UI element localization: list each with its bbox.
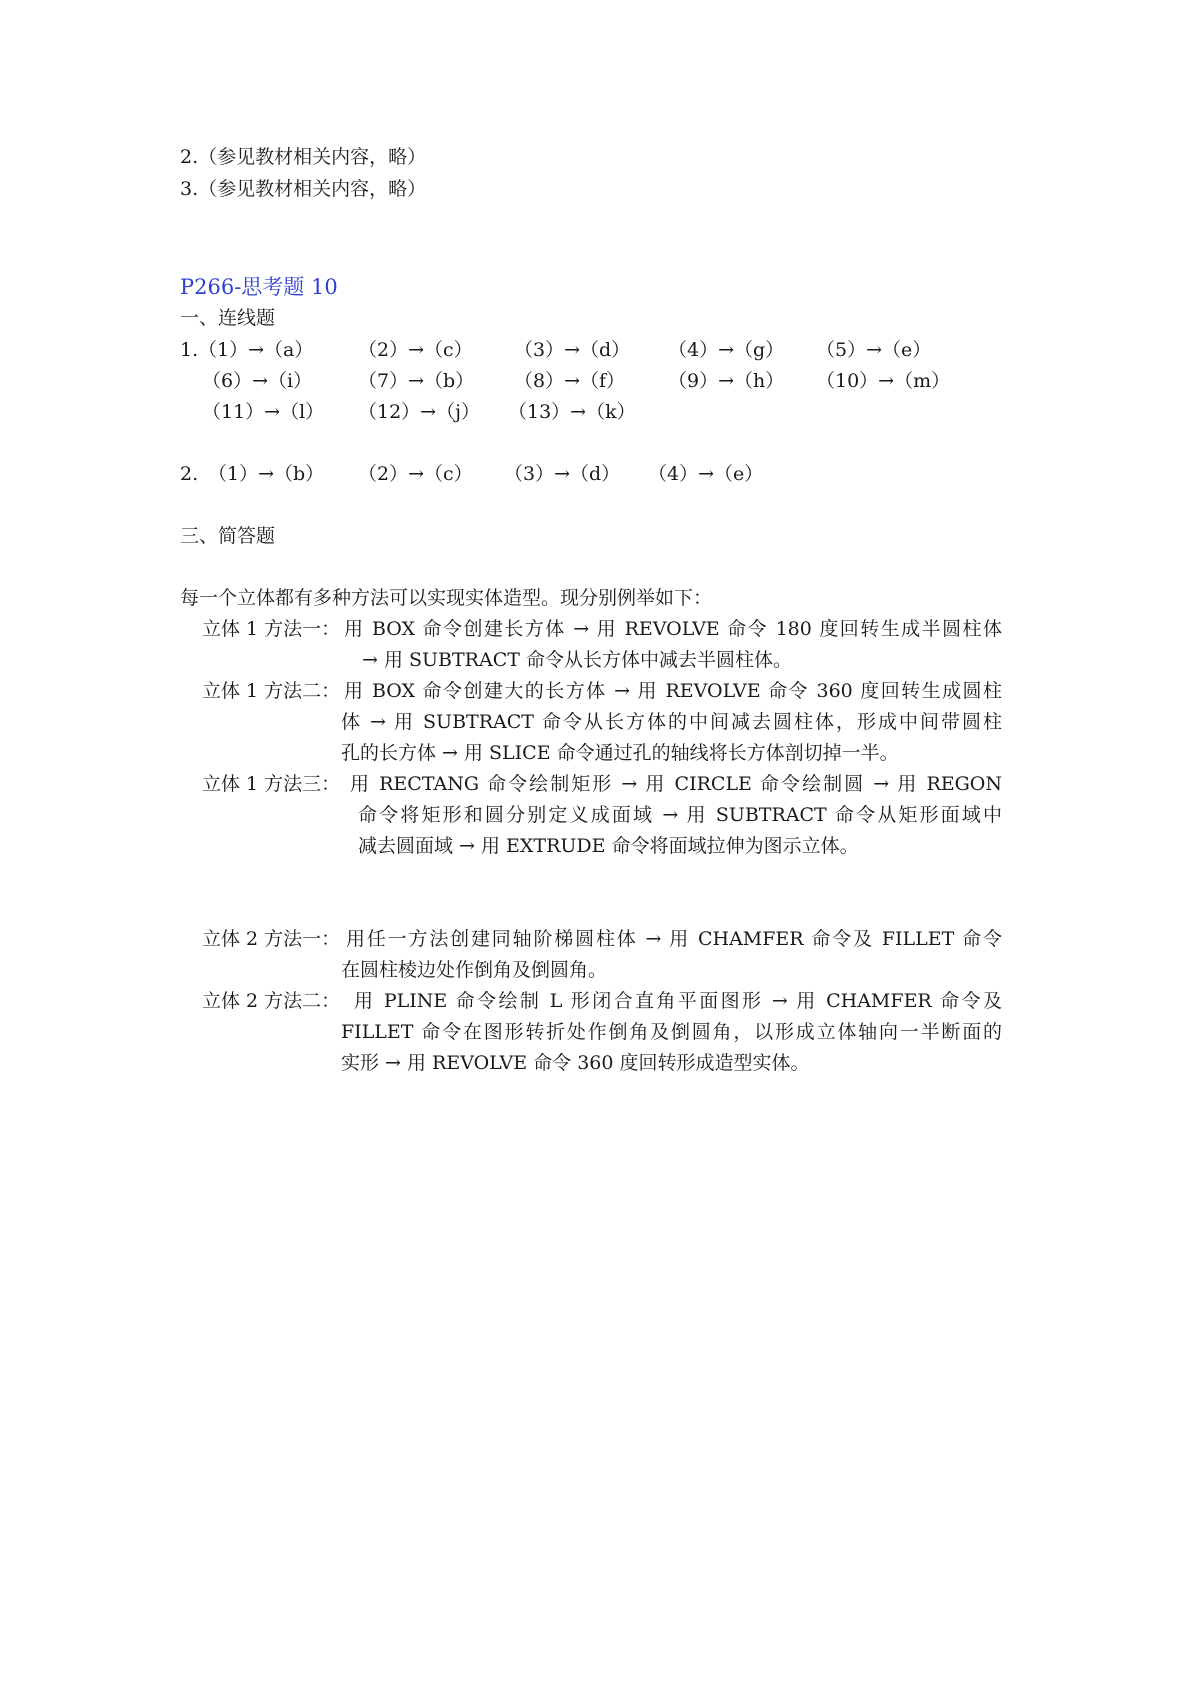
method-text-line: 实形 → 用 REVOLVE 命令 360 度回转形成造型实体。 — [341, 1052, 810, 1074]
method-text-line: 用 BOX 命令创建大的长方体 → 用 REVOLVE 命令 360 度回转生成圆柱 — [344, 680, 1002, 702]
method-text-line: 孔的长方体 → 用 SLICE 命令通过孔的轴线将长方体剖切掉一半。 — [341, 742, 899, 764]
method-text-line: 用 BOX 命令创建长方体 → 用 REVOLVE 命令 180 度回转生成半圆柱体 — [344, 618, 1002, 640]
method-text-line: 用任一方法创建同轴阶梯圆柱体 → 用 CHAMFER 命令及 FILLET 命令 — [346, 928, 1002, 950]
method-text-line: FILLET 命令在图形转折处作倒角及倒圆角，以形成立体轴向一半断面的 — [341, 1021, 1002, 1043]
match-cell: （8）→（f） — [514, 370, 626, 392]
match-cell: （3）→（d） — [504, 463, 621, 485]
match-cell: （3）→（d） — [514, 339, 631, 361]
method-label: 立体 1 方法二： — [202, 680, 341, 702]
match-cell: （5）→（e） — [816, 339, 932, 361]
method-label: 立体 1 方法一： — [202, 618, 341, 640]
method-label: 立体 1 方法三： — [202, 773, 341, 795]
q1-label: 1. — [180, 339, 199, 361]
match-cell: （9）→（h） — [668, 370, 785, 392]
match-cell: （4）→（g） — [668, 339, 785, 361]
method-text-line: 减去圆面域 → 用 EXTRUDE 命令将面域拉伸为图示立体。 — [358, 835, 859, 857]
method-text-line: 体 → 用 SUBTRACT 命令从长方体的中间减去圆柱体，形成中间带圆柱 — [341, 711, 1002, 733]
method-text-line: 在圆柱棱边处作倒角及倒圆角。 — [341, 959, 608, 981]
method-text-line: 用 PLINE 命令绘制 L 形闭合直角平面图形 → 用 CHAMFER 命令及 — [354, 990, 1002, 1012]
method-text-line: 用 RECTANG 命令绘制矩形 → 用 CIRCLE 命令绘制圆 → 用 REGON — [350, 773, 1002, 795]
part1-title: 一、连线题 — [180, 307, 276, 329]
match-cell: （6）→（i） — [202, 370, 313, 392]
method-text-line: → 用 SUBTRACT 命令从长方体中减去半圆柱体。 — [362, 649, 792, 671]
match-cell: （10）→（m） — [816, 370, 951, 392]
top-line-3: 3.（参见教材相关内容，略） — [180, 178, 427, 200]
match-cell: （1）→（b） — [208, 463, 325, 485]
match-cell: （7）→（b） — [358, 370, 475, 392]
match-cell: （1）→（a） — [198, 339, 314, 361]
match-cell: （12）→（j） — [358, 401, 480, 423]
method-text-line: 命令将矩形和圆分别定义成面域 → 用 SUBTRACT 命令从矩形面域中 — [358, 804, 1002, 826]
method-label: 立体 2 方法二： — [202, 990, 341, 1012]
top-line-2: 2.（参见教材相关内容，略） — [180, 146, 427, 168]
match-cell: （11）→（l） — [202, 401, 325, 423]
q2-label: 2. — [180, 463, 199, 485]
section-title: P266-思考题 10 — [180, 275, 338, 299]
part3-title: 三、简答题 — [180, 525, 276, 547]
match-cell: （2）→（c） — [358, 463, 473, 485]
match-cell: （2）→（c） — [358, 339, 473, 361]
match-cell: （4）→（e） — [648, 463, 764, 485]
method-label: 立体 2 方法一： — [202, 928, 341, 950]
match-cell: （13）→（k） — [508, 401, 636, 423]
intro-paragraph: 每一个立体都有多种方法可以实现实体造型。现分别例举如下： — [180, 587, 713, 609]
